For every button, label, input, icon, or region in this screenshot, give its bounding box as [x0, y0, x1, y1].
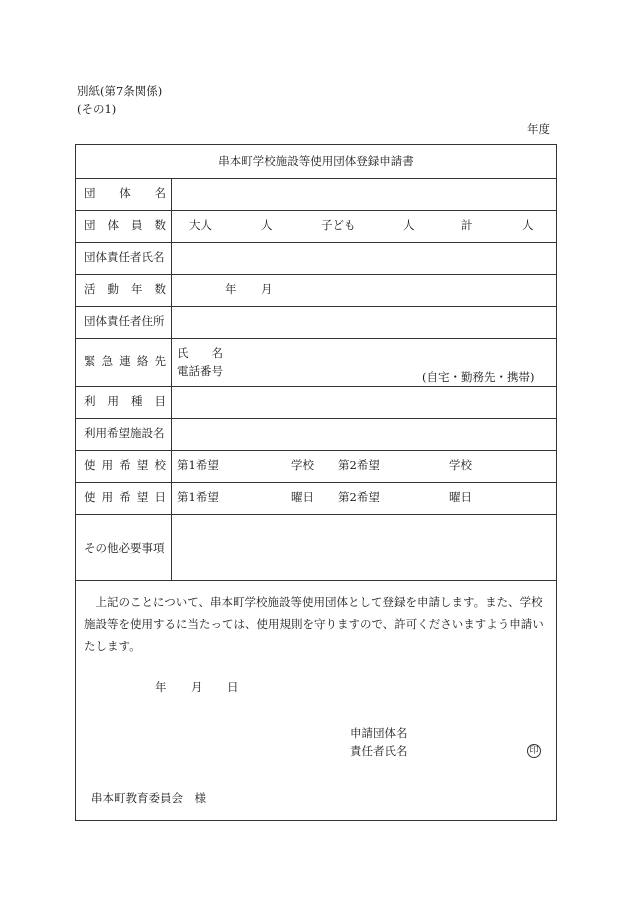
part-note: (その1) [77, 102, 117, 116]
date-year-unit: 年 [155, 680, 167, 694]
row-divider [76, 242, 556, 243]
activity-years-label-text: 活 動 年 数 [84, 282, 166, 296]
addressee: 串本町教育委員会 様 [91, 791, 206, 805]
contact-name-label: 氏 名 [177, 346, 223, 360]
day-second-unit: 曜日 [449, 490, 472, 504]
applicant-group-label: 申請団体名 [350, 726, 408, 740]
child-unit: 人 [403, 218, 415, 232]
column-divider [171, 178, 172, 580]
contact-phone-label: 電話番号 [177, 364, 223, 378]
row-divider [76, 514, 556, 515]
member-count-label-text: 団 体 員 数 [84, 218, 166, 232]
row-divider [76, 178, 556, 179]
school-first-choice: 第1希望 [177, 458, 219, 472]
row-divider [76, 338, 556, 339]
usage-type-field[interactable] [178, 391, 548, 415]
application-form [75, 144, 557, 821]
day-first-choice: 第1希望 [177, 490, 219, 504]
seal-mark: 印 [527, 744, 541, 758]
fiscal-year-label: 年度 [527, 122, 550, 136]
usage-type-label-text: 利 用 種 目 [84, 394, 166, 408]
desired-facility-label: 利用希望施設名 [84, 426, 165, 440]
emergency-contact-label-text: 緊 急 連 絡 先 [84, 354, 166, 368]
date-month-unit: 月 [191, 680, 203, 694]
other-matters-label: その他必要事項 [84, 541, 165, 555]
member-count-label [84, 220, 166, 232]
leader-address-label: 団体責任者住所 [84, 314, 165, 328]
row-divider [76, 386, 556, 387]
row-divider [76, 580, 556, 581]
total-label: 計 [461, 218, 473, 232]
school-second-choice: 第2希望 [338, 458, 380, 472]
activity-years-label [84, 284, 166, 296]
row-divider [76, 450, 556, 451]
school-first-unit: 学校 [291, 458, 314, 472]
desired-facility-field[interactable] [178, 423, 548, 447]
adult-unit: 人 [261, 218, 273, 232]
group-name-label-text: 団 体 名 [84, 186, 166, 200]
emergency-contact-label [84, 356, 166, 368]
row-divider [76, 482, 556, 483]
activity-year-unit: 年 [225, 282, 237, 296]
attachment-note: 別紙(第7条関係) [77, 84, 163, 98]
activity-month-unit: 月 [261, 282, 273, 296]
leader-address-field[interactable] [178, 311, 548, 335]
other-matters-field[interactable] [178, 519, 548, 575]
row-divider [76, 418, 556, 419]
leader-name-field[interactable] [178, 247, 548, 271]
row-divider [76, 210, 556, 211]
usage-type-label [84, 396, 166, 408]
row-divider [76, 306, 556, 307]
child-label: 子ども [321, 218, 356, 232]
contact-phone-type: (自宅・勤務先・携帯) [422, 370, 535, 384]
responsible-person-label: 責任者氏名 [350, 744, 408, 758]
form-title: 串本町学校施設等使用団体登録申請書 [218, 154, 414, 168]
adult-label: 大人 [189, 218, 212, 232]
desired-school-label [84, 460, 166, 472]
row-divider [76, 274, 556, 275]
day-first-unit: 曜日 [291, 490, 314, 504]
desired-school-label-text: 使 用 希 望 校 [84, 458, 166, 472]
school-second-unit: 学校 [449, 458, 472, 472]
group-name-label [84, 188, 166, 200]
declaration-text: 上記のことについて、串本町学校施設等使用団体として登録を申請します。また、学校施設等を使用するに当たっては、使用規則を守りますので、許可くださいますよう申請いたします。 [84, 595, 544, 653]
desired-day-label [84, 492, 166, 504]
total-unit: 人 [522, 218, 534, 232]
leader-name-label: 団体責任者氏名 [84, 250, 165, 264]
group-name-field[interactable] [178, 183, 548, 207]
desired-day-label-text: 使 用 希 望 日 [84, 490, 166, 504]
day-second-choice: 第2希望 [338, 490, 380, 504]
date-day-unit: 日 [227, 680, 239, 694]
